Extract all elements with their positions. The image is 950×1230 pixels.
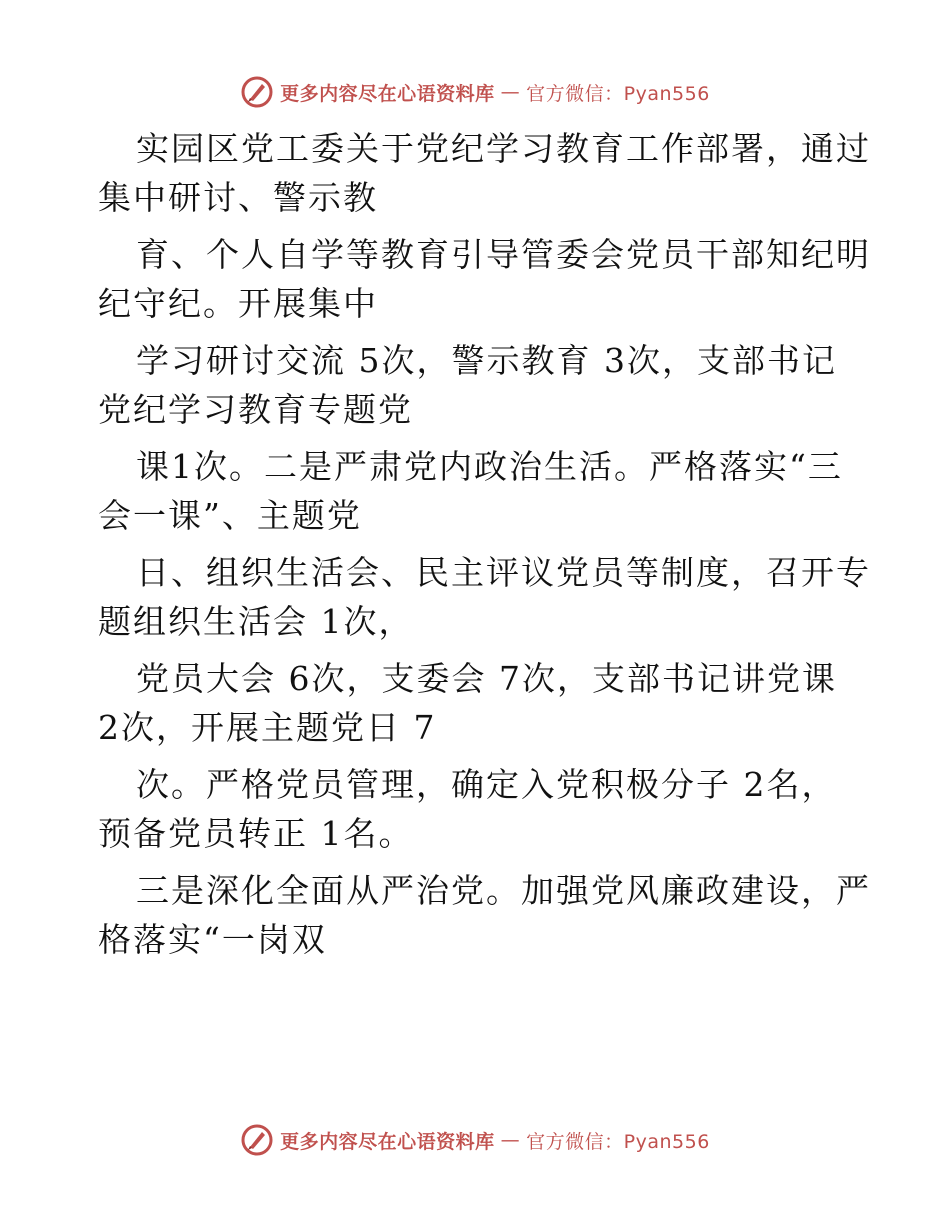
footer-banner — [0, 1120, 950, 1160]
banner-main-text: 更多内容尽在心语资料库 — [280, 1130, 495, 1153]
banner-wechat-text: 官方微信：Pyan556 — [526, 1130, 710, 1153]
paragraph-line: 三是深化全面从严治党。加强党风廉政建设，严 — [136, 871, 871, 910]
paragraph-line: 预备党员转正 1名。 — [98, 814, 414, 853]
paragraph-line: 会一课”、主题党 — [98, 496, 362, 535]
banner-dash: — — [500, 1129, 521, 1151]
paragraph-line: 学习研讨交流 5次，警示教育 3次，支部书记 — [136, 341, 837, 380]
paragraph-line: 课1次。二是严肃党内政治生活。严格落实“三 — [136, 447, 843, 486]
paragraph-line: 2次，开展主题党日 7 — [98, 708, 437, 747]
paragraph-line: 格落实“一岗双 — [98, 920, 327, 959]
banner-wechat-text: 官方微信：Pyan556 — [526, 82, 710, 105]
paragraph-line: 党员大会 6次，支委会 7次，支部书记讲党课 — [136, 659, 837, 698]
pen-quill-logo-icon — [240, 75, 274, 109]
paragraph-line: 日、组织生活会、民主评议党员等制度，召开专 — [136, 553, 871, 592]
header-banner — [0, 72, 950, 112]
pen-quill-logo-icon — [240, 1123, 274, 1157]
paragraph-line: 实园区党工委关于党纪学习教育工作部署，通过 — [136, 129, 871, 168]
paragraph-line: 党纪学习教育专题党 — [98, 390, 413, 429]
banner-dash: — — [500, 81, 521, 103]
paragraph-line: 纪守纪。开展集中 — [98, 284, 378, 323]
paragraph-line: 育、个人自学等教育引导管委会党员干部知纪明 — [136, 235, 871, 274]
banner-main-text: 更多内容尽在心语资料库 — [280, 82, 495, 105]
paragraph-line: 次。严格党员管理，确定入党积极分子 2名， — [136, 765, 837, 804]
document-body — [98, 124, 871, 964]
paragraph-line: 题组织生活会 1次， — [98, 602, 414, 641]
paragraph-line: 集中研讨、警示教 — [98, 178, 378, 217]
